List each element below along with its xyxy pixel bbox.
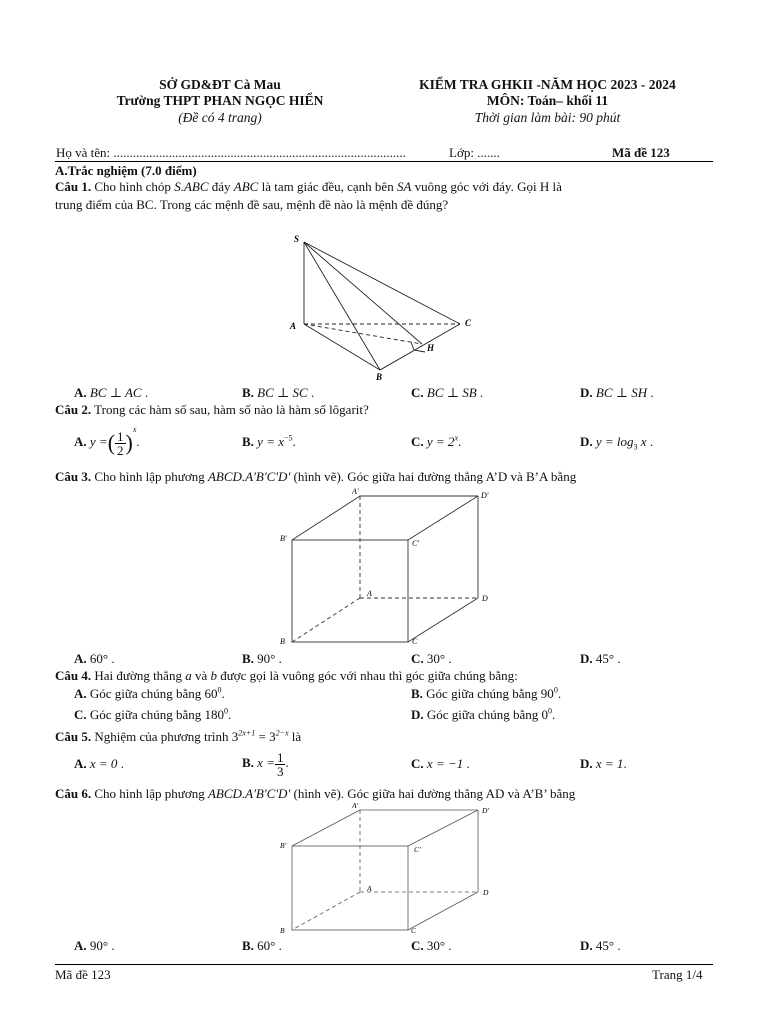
question-1: Câu 1. Cho hình chóp S.ABC đáy ABC là tam giác đều, cạnh bên SA vuông góc với đáy. Gọi H là	[55, 179, 562, 194]
q3-option-d[interactable]: D. 45° .	[580, 651, 621, 666]
q3-option-c[interactable]: C. 30° .	[411, 651, 452, 666]
q5-option-c[interactable]: C. x = −1 .	[411, 756, 470, 771]
label-a1: A'	[352, 487, 359, 496]
exam-title: KIỂM TRA GHKII -NĂM HỌC 2023 - 2024	[419, 77, 676, 92]
label-d1: D'	[482, 806, 490, 815]
label-b: B	[376, 372, 383, 382]
footer-rule	[55, 964, 713, 965]
q5-option-d[interactable]: D. x = 1.	[580, 756, 627, 771]
subject-line: MÔN: Toán– khối 11	[486, 93, 609, 108]
school-name: Trường THPT PHAN NGỌC HIỂN	[116, 93, 324, 108]
label-a: A	[367, 589, 372, 598]
label-d1: D'	[481, 491, 489, 500]
q1-option-a[interactable]: A. BC ⊥ AC .	[74, 385, 149, 400]
q2-option-a[interactable]: A. y =( $\frac{1}{2}$ )$^x$.	[74, 425, 140, 458]
label-a: A	[367, 884, 372, 893]
label-d: D	[483, 888, 489, 897]
q2-option-b[interactable]: B. $y = x^{-5}$.	[242, 433, 296, 449]
question-6: Câu 6. Cho hình lập phương ABCD.A'B'C'D' (hình vẽ). Góc giữa hai đường thẳng AD và A’B’ bằng	[55, 786, 576, 801]
question-1-line-2: trung điểm của BC. Trong các mệnh đề sau, mệnh đề nào là mệnh đề đúng?	[55, 197, 449, 212]
q2-option-d[interactable]: D. $y = \log_3 x$ .	[580, 434, 654, 452]
q5-option-a[interactable]: A. x = 0 .	[74, 756, 124, 771]
label-a1: A'	[352, 801, 359, 810]
label-b: B	[280, 926, 285, 935]
section-title: A.Trắc nghiệm (7.0 điểm)	[55, 163, 197, 178]
q3-option-a[interactable]: A. 60° .	[74, 651, 115, 666]
label-c: C	[411, 926, 417, 935]
q5-option-b[interactable]: B. x = $\frac{1}{3}$ .	[242, 749, 289, 779]
q4-option-c[interactable]: C. Góc giữa chúng bằng $180^0$.	[74, 706, 232, 722]
label-c1: C'	[412, 539, 420, 548]
label-c: C	[412, 637, 418, 646]
q6-option-a[interactable]: A. 90° .	[74, 938, 115, 953]
footer-page: Trang 1/4	[652, 967, 703, 982]
label-a: A	[290, 321, 297, 331]
q6-option-b[interactable]: B. 60° .	[242, 938, 282, 953]
department: SỞ GD&ĐT Cà Mau	[159, 77, 281, 92]
question-4: Câu 4. Hai đường thẳng a và b được gọi là vuông góc với nhau thì góc giữa chúng bằng:	[55, 668, 518, 683]
q1-option-c[interactable]: C. BC ⊥ SB .	[411, 385, 484, 400]
label-c: C	[465, 318, 472, 328]
label-b1: B'	[280, 534, 287, 543]
q4-option-a[interactable]: A. Góc giữa chúng bằng $60^0$.	[74, 685, 225, 701]
question-5: Câu 5. Nghiệm của phương trình $3^{2x+1} = 3^{2-x}$ là	[55, 728, 302, 744]
footer-code: Mã đề 123	[55, 967, 111, 982]
exam-code: Mã đề 123	[612, 145, 670, 160]
name-field: Họ và tên: ..........................................................................................	[56, 145, 406, 160]
question-2: Câu 2. Trong các hàm số sau, hàm số nào là hàm số lôgarit?	[55, 402, 369, 417]
label-s: S	[294, 234, 300, 244]
label-c1: C'	[414, 845, 421, 854]
question-3: Câu 3. Cho hình lập phương ABCD.A'B'C'D' (hình vẽ). Góc giữa hai đường thẳng A’D và B’A bằng	[55, 469, 577, 484]
q1-option-d[interactable]: D. BC ⊥ SH .	[580, 385, 654, 400]
q4-option-d[interactable]: D. Góc giữa chúng bằng $0^0$.	[411, 706, 556, 722]
q6-option-c[interactable]: C. 30° .	[411, 938, 452, 953]
q3-option-b[interactable]: B. 90° .	[242, 651, 282, 666]
cube-figure-q6	[278, 800, 498, 935]
q2-option-c[interactable]: C. $y = 2^x$.	[411, 433, 462, 449]
pyramid-figure	[280, 228, 490, 383]
q6-option-d[interactable]: D. 45° .	[580, 938, 621, 953]
label-h: H	[427, 343, 435, 353]
label-b: B	[280, 637, 285, 646]
label-d: D	[482, 594, 488, 603]
q4-option-b[interactable]: B. Góc giữa chúng bằng $90^0$.	[411, 685, 562, 701]
q1-option-b[interactable]: B. BC ⊥ SC .	[242, 385, 315, 400]
header-rule	[55, 161, 713, 162]
cube-figure-q3	[278, 484, 498, 646]
class-field: Lớp: .......	[449, 145, 500, 160]
time-line: Thời gian làm bài: 90 phút	[474, 110, 621, 125]
label-b1: B'	[280, 841, 287, 850]
pages-note: (Đề có 4 trang)	[178, 110, 262, 125]
